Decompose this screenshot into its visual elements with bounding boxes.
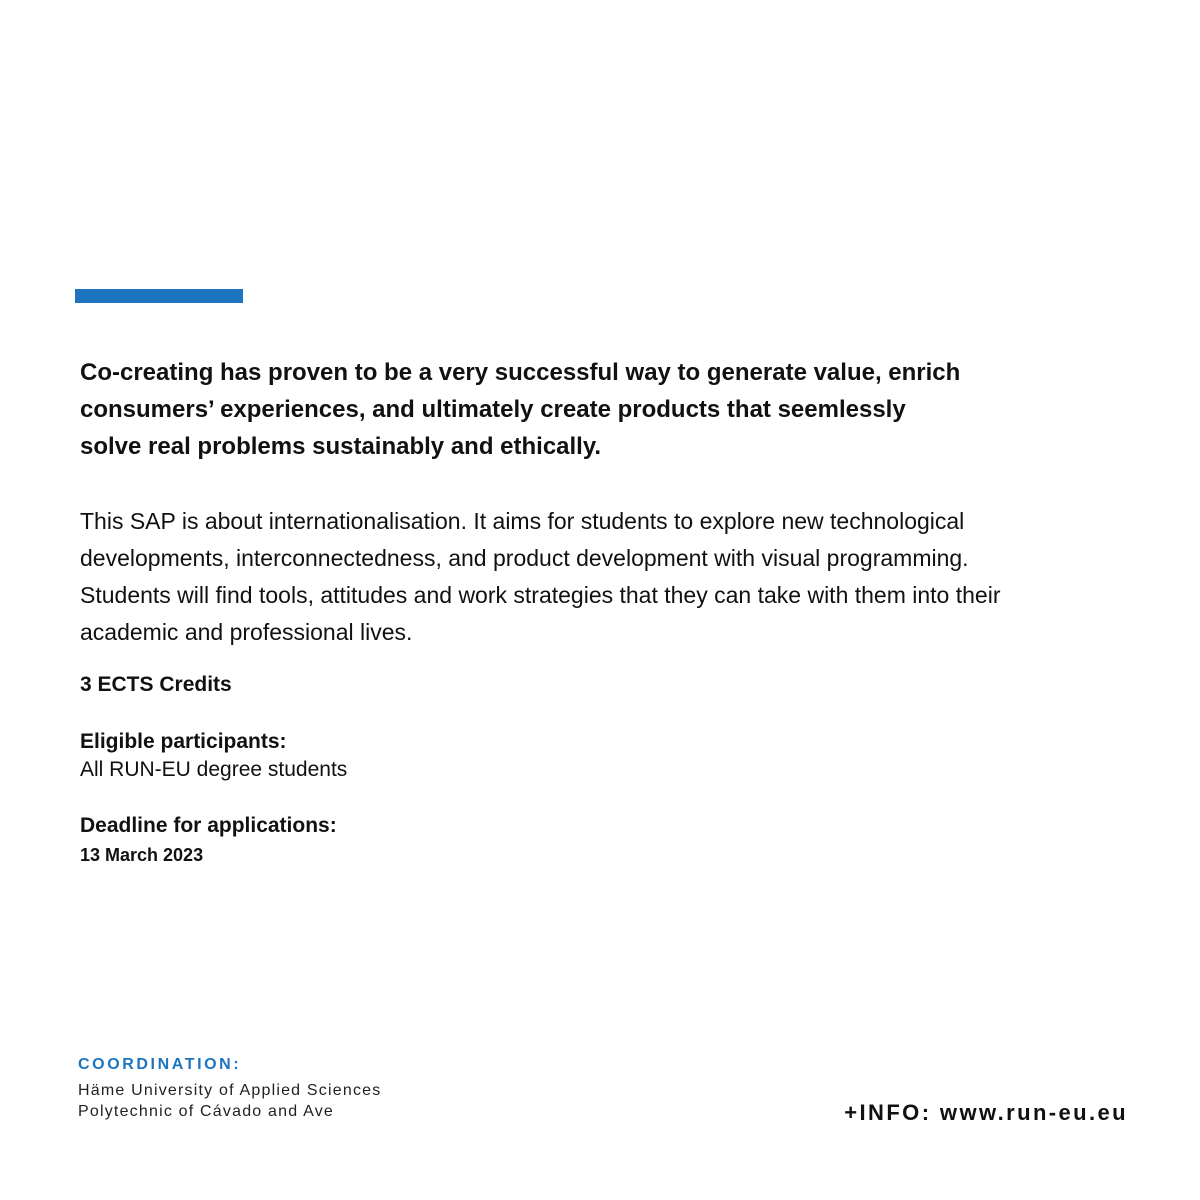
coordination-label: COORDINATION:	[78, 1056, 242, 1073]
lead-line: Co-creating has proven to be a very successful way to generate value, enrich	[80, 359, 961, 386]
coordination-institution: Häme University of Applied Sciences	[78, 1082, 382, 1099]
coordination-institution: Polytechnic of Cávado and Ave	[78, 1103, 334, 1120]
eligible-value: All RUN-EU degree students	[80, 758, 348, 781]
description-line: academic and professional lives.	[80, 619, 413, 645]
description-line: This SAP is about internationalisation. It aims for students to explore new technological	[80, 508, 965, 534]
description-line: developments, interconnectedness, and product development with visual programming.	[80, 545, 969, 571]
deadline-label: Deadline for applications:	[80, 814, 337, 837]
lead-line: solve real problems sustainably and ethically.	[80, 433, 602, 460]
accent-bar	[75, 289, 243, 303]
info-link[interactable]: +INFO: www.run-eu.eu	[844, 1100, 1128, 1125]
lead-line: consumers’ experiences, and ultimately create products that seemlessly	[80, 396, 906, 423]
description	[80, 503, 1140, 651]
credits: 3 ECTS Credits	[80, 673, 232, 696]
eligible-label: Eligible participants:	[80, 730, 287, 753]
deadline-value: 13 March 2023	[80, 845, 204, 865]
description-line: Students will find tools, attitudes and work strategies that they can take with them into their	[80, 582, 1001, 608]
lead-statement	[80, 354, 1040, 465]
